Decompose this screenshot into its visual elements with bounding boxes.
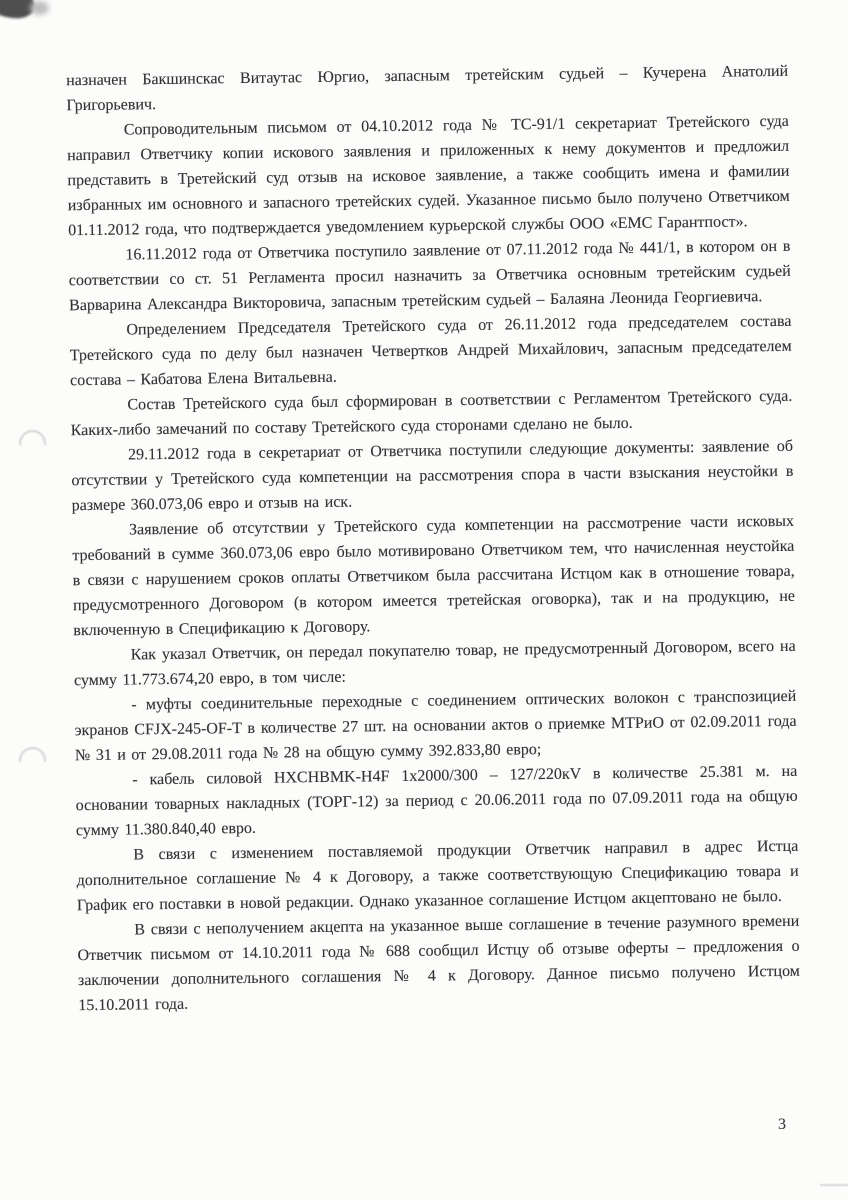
punch-hole-shadow-bottom — [15, 745, 49, 762]
list-item-paragraph: - муфты соединительные переходные с соединением оптических волокон с транспозицией экранов CFJX-245-OF-T в количестве 27 шт. на основании актов о приемке МТРиО от 02.09.2011 года № 31 и от 29.08.2011 года № 28 на общую сумму 392.833,80 евро; — [74, 687, 797, 765]
punch-hole-shadow-top — [15, 428, 49, 445]
paragraph-continuation: назначен Бакшинскас Витаутас Юргио, запасным третейским судьей – Кучерена Анатолий Григорьевич. — [66, 62, 789, 115]
document-body — [66, 59, 800, 1018]
paragraph: 29.11.2012 года в секретариат от Ответчика поступили следующие документы: заявление об отсутствии у Третейского суда компетенции на рассмотрения спора в части взыскания неустойки в размере 360.073,06 евро и отзыв на иск. — [71, 437, 794, 515]
paragraph: Сопроводительным письмом от 04.10.2012 года № ТС-91/1 секретариат Третейского суда направил Ответчику копии искового заявления и приложенных к нему документов и предложил представить в Третейский суд отзыв на исковое заявление, а также сообщить имена и фамилии избранных им основного и запасного третейских судей. Указанное письмо было получено Ответчиком 01.11.2012 года, что подтверждается уведомлением курьерской службы ООО «ЕМС Гарантпост». — [67, 112, 790, 240]
paragraph: Заявление об отсутствии у Третейского суда компетенции на рассмотрение части исковых требований в сумме 360.073,06 евро было мотивировано Ответчиком тем, что начисленная неустойка в связи с нарушением сроков оплаты Ответчиком была рассчитана Истцом как в отношение товара, предусмотренного Договором (в котором имеется третейская оговорка), так и на продукцию, не включенную в Спецификацию к Договору. — [72, 512, 796, 640]
list-item-paragraph: - кабель силовой HXCHBMK-H4F 1х2000/300 – 127/220кV в количестве 25.381 м. на основании товарных накладных (ТОРГ-12) за период с 20.06.2011 года по 07.09.2011 года на общую сумму 11.380.840,40 евро. — [75, 762, 798, 840]
scan-smudge-artifact — [30, 1, 49, 15]
paragraph: Состав Третейского суда был сформирован в соответствии с Регламентом Третейского суда. Каких-либо замечаний по составу Третейского суда сторонами сделано не было. — [70, 387, 793, 440]
scan-edge-streak — [820, 1184, 848, 1186]
paragraph: Как указал Ответчик, он передал покупателю товар, не предусмотренный Договором, всего на сумму 11.773.674,20 евро, в том числе: — [73, 637, 796, 690]
page-number: 3 — [778, 1116, 786, 1133]
paragraph: Определением Председателя Третейского суда от 26.11.2012 года председателем состава Третейского суда по делу был назначен Четвертков Андрей Михайлович, запасным председателем состава – Кабатова Елена Витальевна. — [69, 312, 792, 390]
paragraph: В связи с неполучением акцепта на указанное выше соглашение в течение разумного времени Ответчик письмом от 14.10.2011 года № 688 сообщил Истцу об отзыве оферты – предложения о заключении дополнительного соглашения № 4 к Договору. Данное письмо получено Истцом 15.10.2011 года. — [77, 912, 800, 1015]
paragraph: В связи с изменением поставляемой продукции Ответчик направил в адрес Истца дополнительное соглашение № 4 к Договору, а также соответствующую Спецификацию товара и График его поставки в новой редакции. Однако указанное соглашение Истцом акцептовано не было. — [76, 837, 799, 915]
paragraph: 16.11.2012 года от Ответчика поступило заявление от 07.11.2012 года № 441/1, в котором он в соответствии со ст. 51 Регламента просил назначить за Ответчика основным третейским судьей Варварина Александра Викторовича, запасным третейским судьей – Балаяна Леонида Георгиевича. — [68, 237, 791, 315]
